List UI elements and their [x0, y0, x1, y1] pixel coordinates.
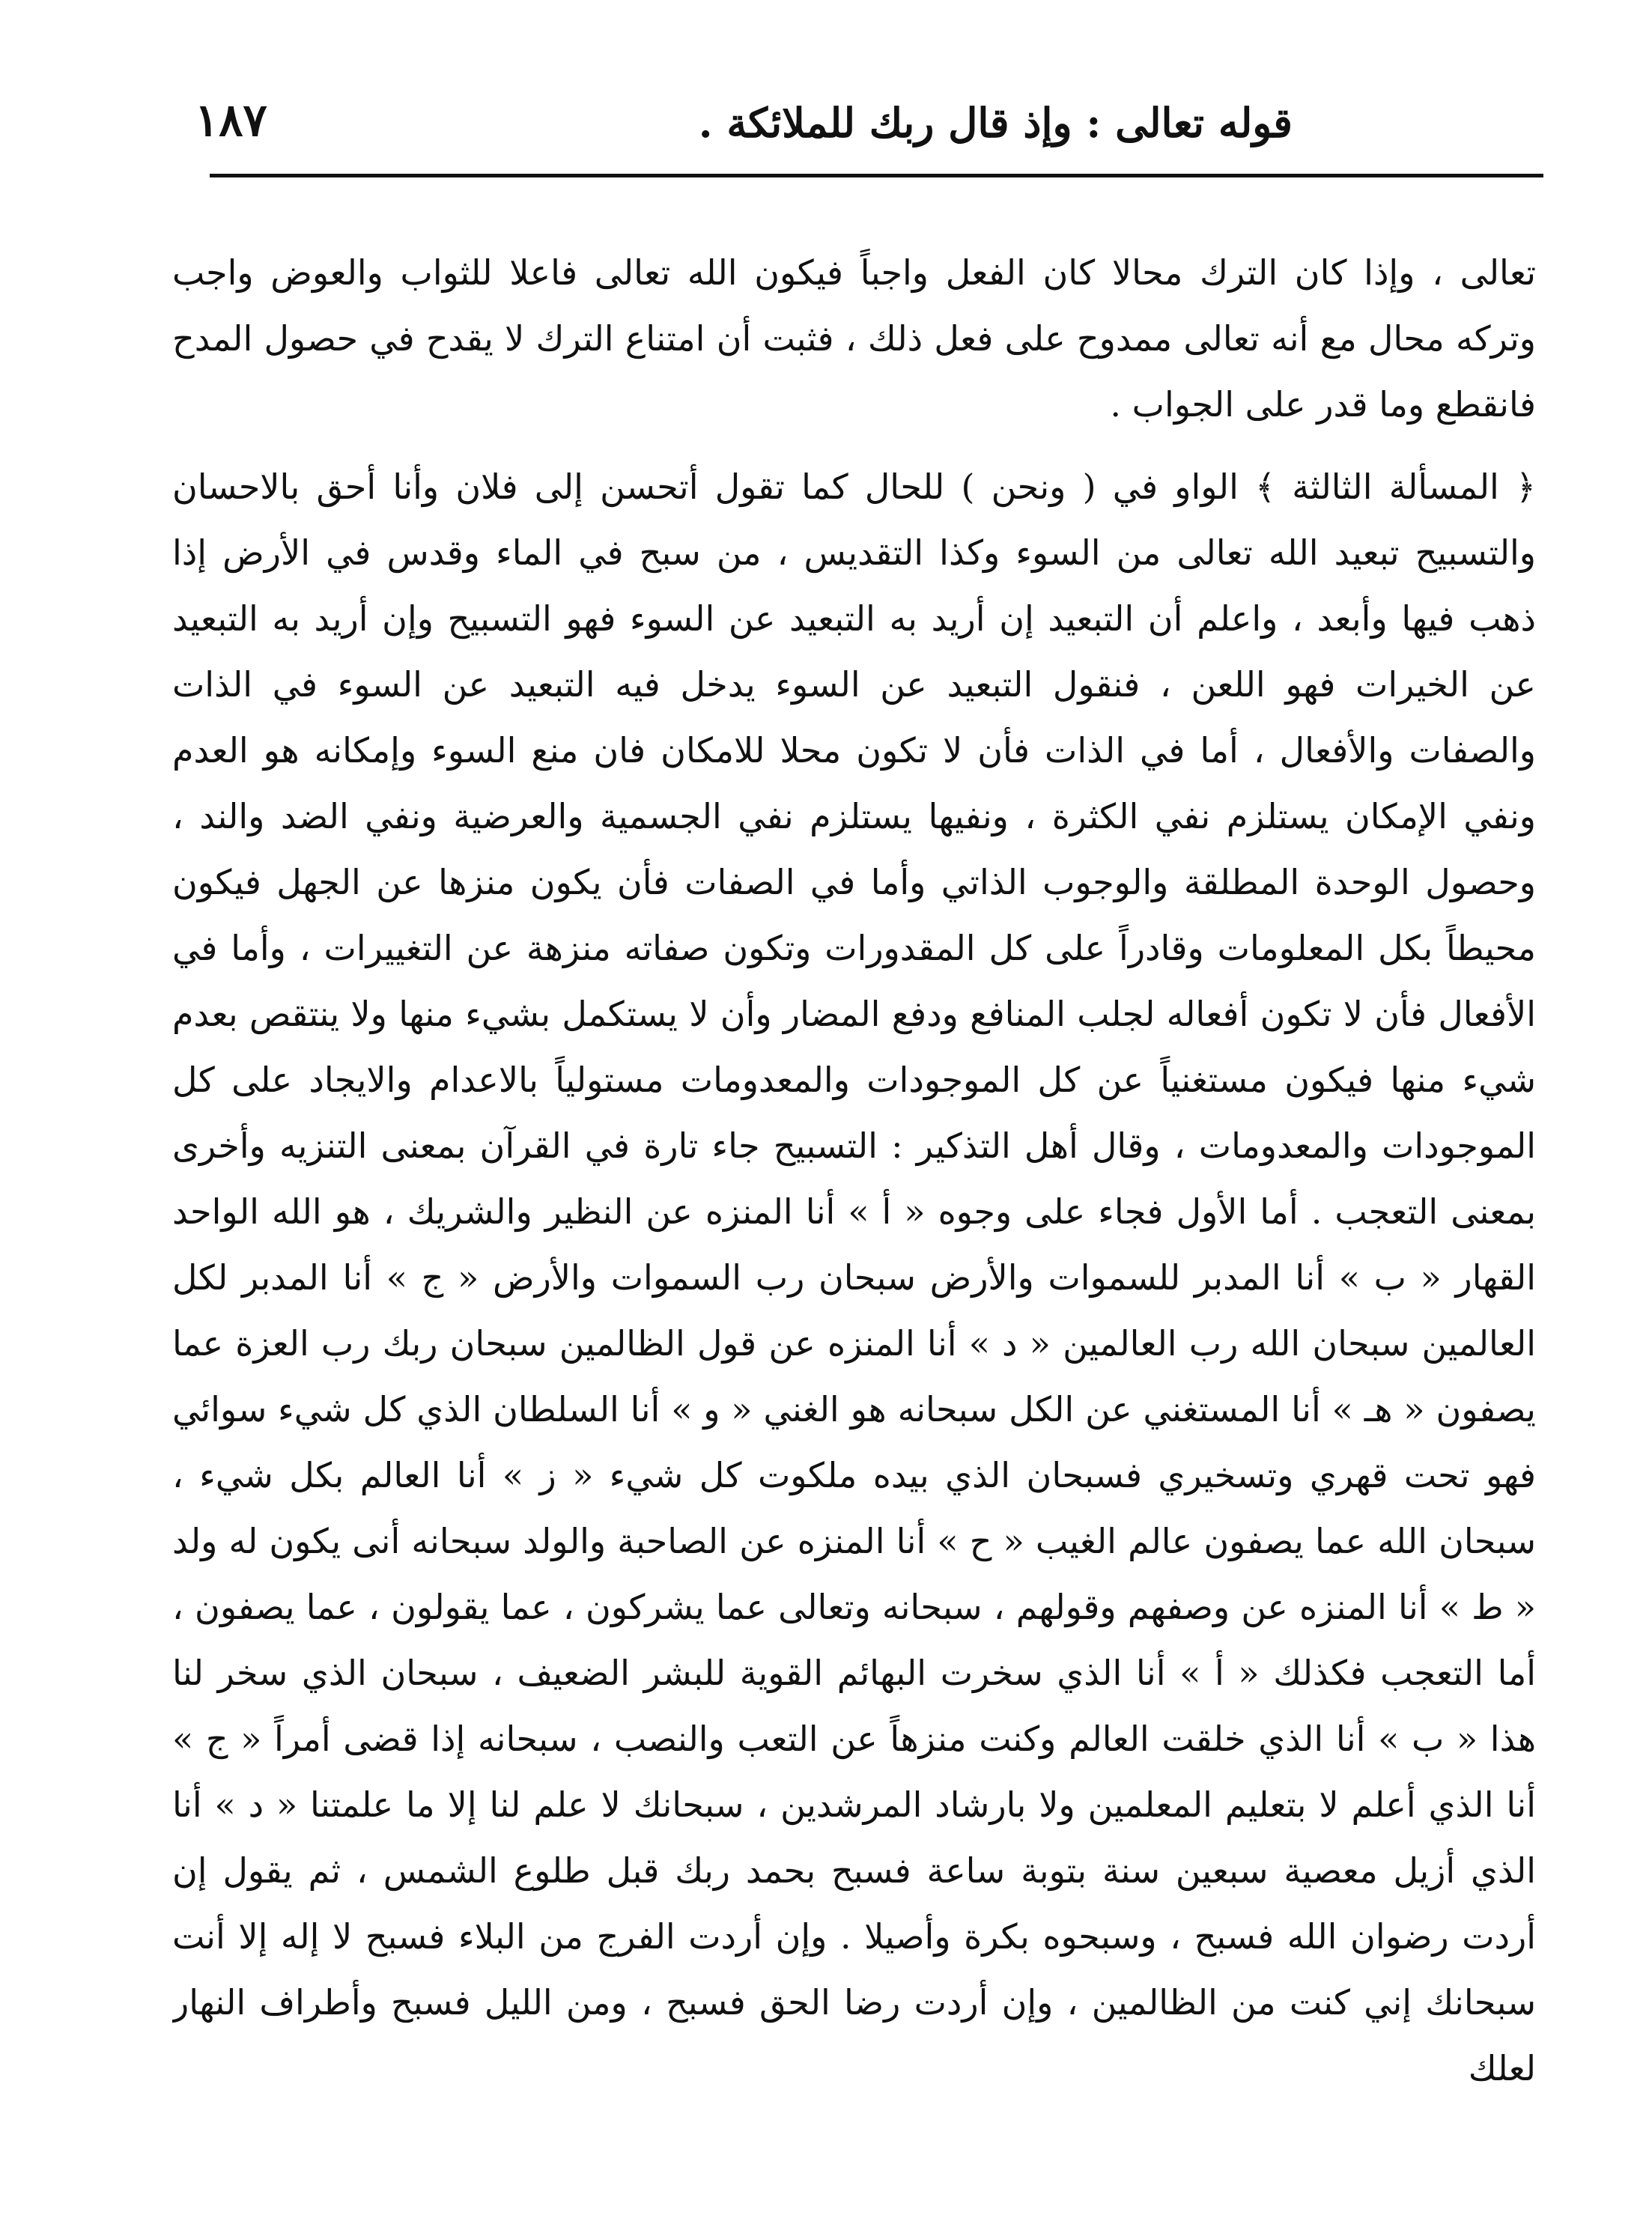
page-number: ١٨٧	[195, 94, 267, 147]
running-title: قوله تعالى : وإذ قال ربك للملائكة .	[698, 99, 1293, 147]
paragraph-1: تعالى ، وإذا كان الترك محالا كان الفعل واجباً فيكون الله تعالى فاعلا للثواب والعوض واجب وتركه محال مع أنه تعالى ممدوح على فعل ذلك ، فثبت أن امتناع الترك لا يقدح في حصول المدح فانقطع وما قدر على الجواب .	[172, 252, 1536, 425]
paragraph-2: ﴿ المسألة الثالثة ﴾ الواو في ( ونحن ) للحال كما تقول أتحسن إلى فلان وأنا أحق بالاحسان والتسبيح تبعيد الله تعالى من السوء وكذا التقديس ، من سبح في الماء وقدس في الأرض إذا ذهب فيها وأبعد ، واعلم أن التبعيد إن أريد به التبعيد عن السوء فهو التسبيح وإن أريد به التبعيد عن الخيرات فهو اللعن ، فنقول التبعيد عن السوء يدخل فيه التبعيد عن السوء في الذات والصفات والأفعال ، أما في الذات فأن لا تكون محلا للامكان فان منع السوء وإمكانه هو العدم ونفي الإمكان يستلزم نفي الكثرة ، ونفيها يستلزم نفي الجسمية والعرضية ونفي الضد والند ، وحصول الوحدة المطلقة والوجوب الذاتي وأما في الصفات فأن يكون منزها عن الجهل فيكون محيطاً بكل المعلومات وقادراً على كل المقدورات وتكون صفاته منزهة عن التغييرات ، وأما في الأفعال فأن لا تكون أفعاله لجلب المنافع ودفع المضار وأن لا يستكمل بشيء منها ولا ينتقص بعدم شيء منها فيكون مستغنياً عن كل الموجودات والمعدومات مستولياً بالاعدام والايجاد على كل الموجودات والمعدومات ، وقال أهل التذكير : التسبيح جاء تارة في القرآن بمعنى التنزيه وأخرى بمعنى التعجب . أما الأول فجاء على وجوه « أ » أنا المنزه عن النظير والشريك ، هو الله الواحد القهار « ب » أنا المدبر للسموات والأرض سبحان رب السموات والأرض « ج » أنا المدبر لكل العالمين سبحان الله رب العالمين « د » أنا المنزه عن قول الظالمين سبحان ربك رب العزة عما يصفون « هـ » أنا المستغني عن الكل سبحانه هو الغني « و » أنا السلطان الذي كل شيء سوائي فهو تحت قهري وتسخيري فسبحان الذي بيده ملكوت كل شيء « ز » أنا العالم بكل شيء ، سبحان الله عما يصفون عالم الغيب « ح » أنا المنزه عن الصاحبة والولد سبحانه أنى يكون له ولد « ط » أنا المنزه عن وصفهم وقولهم ، سبحانه وتعالى عما يشركون ، عما يقولون ، عما يصفون ، أما التعجب فكذلك « أ » أنا الذي سخرت البهائم القوية للبشر الضعيف ، سبحان الذي سخر لنا هذا « ب » أنا الذي خلقت العالم وكنت منزهاً عن التعب والنصب ، سبحانه إذا قضى أمراً « ج » أنا الذي أعلم لا بتعليم المعلمين ولا بارشاد المرشدين ، سبحانك لا علم لنا إلا ما علمتنا « د » أنا الذي أزيل معصية سبعين سنة بتوبة ساعة فسبح بحمد ربك قبل طلوع الشمس ، ثم يقول إن أردت رضوان الله فسبح ، وسبحوه بكرة وأصيلا . وإن أردت الفرج من البلاء فسبح لا إله إلا أنت سبحانك إني كنت من الظالمين ، وإن أردت رضا الحق فسبح ، ومن الليل فسبح وأطراف النهار لعلك	[172, 467, 1536, 2088]
page-header	[195, 84, 1517, 166]
header-divider	[210, 174, 1543, 177]
body-text	[172, 240, 1536, 2143]
